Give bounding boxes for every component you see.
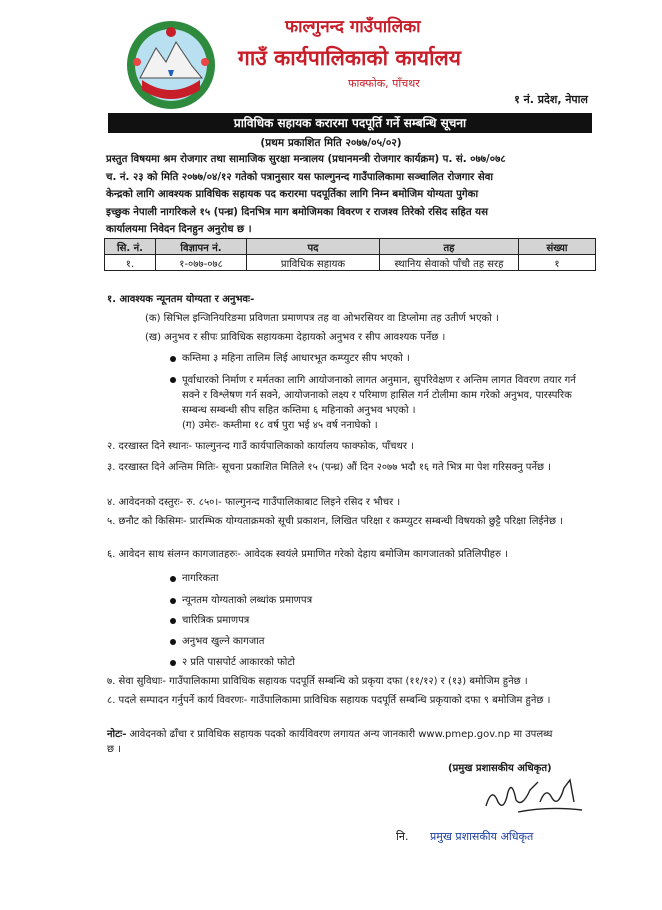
requirement-kha: (ख) अनुभव र सीपः प्राविधिक सहायकमा देहायको अनुभव र सीप आवश्यक पर्नेछ । [145, 332, 446, 343]
signatory-title-stamp: प्रमुख प्रशासकीय अधिकृत [430, 830, 534, 843]
section-5: ५. छनौट को किसिमः- प्रारम्भिक योग्यताक्रमको सूची प्रकाशन, लिखित परिक्षा र कम्प्युटर सम्बन्धी विषयको छुट्टै परिक्षा लिईनेछ । [107, 516, 563, 527]
municipality-name: फाल्गुनन्द गाउँपालिका [285, 17, 421, 37]
section-6: ६. आवेदन साथ संलग्न कागजातहरुः- आवेदक स्वयंले प्रमाणित गरेको देहाय बमोजिम कागजातको प्रतिलिपीहरु । [107, 549, 508, 560]
document-item: अनुभव खुल्ने कागजात [182, 636, 265, 647]
signatory-prefix: नि. [396, 830, 409, 843]
document-item: चारित्रिक प्रमाणपत्र [182, 615, 250, 626]
section-4: ४. आवेदनको दस्तुरः- रु. ८५०।- फाल्गुनन्द गाउँपालिकाबाट लिइने रसिद र भौचर । [107, 497, 401, 508]
column-header: संख्या [519, 239, 596, 255]
office-name: गाउँ कार्यपालिकाको कार्यालय [238, 46, 461, 70]
section-7: ७. सेवा सुविधाः- गाउँपालिकामा प्राविधिक सहायक पदपूर्ति सम्बन्धि को प्रकृया दफा (११/१२) र (१३) बमोजिम हुनेछ । [107, 676, 528, 687]
published-date: (प्रथम प्रकाशित मिति २०७७/०५/०२) [260, 137, 402, 149]
document-item: न्यूनतम योग्यताको लब्धांक प्रमाणपत्र [182, 595, 313, 606]
requirement-ka: (क) सिभिल इन्जिनियरिङमा प्रविणता प्रमाणपत्र तह वा ओभरसियर वा डिप्लोमा तह उतीर्ण भएको । [145, 313, 499, 324]
table-cell: प्राविधिक सहायक [247, 255, 380, 271]
signatory-title-top: (प्रमुख प्रशासकीय अधिकृत) [448, 763, 552, 774]
vacancy-table [104, 238, 596, 271]
section-3: ३. दरखास्त दिने अन्तिम मितिः- सूचना प्रकाशित मितिले १५ (पन्ध्र) औं दिन २०७७ भदौ १६ गते भित्र मा पेश गरिसक्नु पर्नेछ । [107, 462, 552, 473]
table-cell: स्थानिय सेवाको पाँचौ तह सरह [380, 255, 519, 271]
column-header: सि. नं. [105, 239, 156, 255]
notice-title: प्राविधिक सहायक करारमा पदपूर्ति गर्ने सम्बन्धि सूचना [108, 113, 592, 133]
column-header: विज्ञापन नं. [156, 239, 247, 255]
skill-bullet-2: पूर्वाधारको निर्माण र मर्मतका लागि आयोजनाको लागत अनुमान, सुपरिवेक्षण र अन्तिम लागत विवरण तयार गर्न सक्ने र विश्लेषण गर्न सक्ने, आयोजनाको लक्ष्य र परिमाण हासिल गर्न टोलीमा काम गरेको अनुभव, पारस्परिक सम्बन्ध सम्बन्धी सीप सहित कम्तिमा ६ महिनाको अनुभव भएको । [182, 373, 594, 418]
intro-line: इच्छुक नेपाली नागरिकले १५ (पन्ध्र) दिनभित्र माग बमोजिमका विवरण र राजश्व तिरेको रसिद सहित यस [106, 206, 488, 218]
table-header-row [105, 239, 596, 255]
skill-bullet-1: कम्तिमा ३ महिना तालिम लिई आधारभूत कम्प्युटर सीप भएको । [182, 353, 410, 364]
document-item: नागरिकता [182, 573, 219, 584]
section-1-heading: १. आवश्यक न्यूनतम योग्यता र अनुभवः- [107, 294, 255, 305]
intro-paragraph [106, 151, 596, 239]
office-address: फाक्फोक, पाँचथर [348, 77, 420, 90]
table-cell: १. [105, 255, 156, 271]
section-2: २. दरखास्त दिने स्थानः- फाल्गुनन्द गाउँ कार्यपालिकाको कार्यालय फाक्फोक, पाँचथर । [107, 441, 414, 452]
intro-line: प्रस्तुत विषयमा श्रम रोजगार तथा सामाजिक सुरक्षा मन्त्रालय (प्रधानमन्त्री रोजगार कार्यक्रम) प. सं. ०७७/०७८ [106, 154, 506, 165]
note-text: आवेदनको ढाँचा र प्राविधिक सहायक पदको कार्यविवरण लगायत अन्य जानकारी www.pmep.gov.np मा उपलब्ध छ । [107, 729, 553, 755]
nepal-emblem-logo [122, 18, 220, 112]
intro-line: च. नं. २३ को मिति २०७७/०४/१२ गतेको पत्रानुसार यस फाल्गुनन्द गाउँपालिकामा सञ्चालित रोजगार सेवा [106, 171, 494, 183]
table-cell: १-०७७-०७८ [156, 255, 247, 271]
handwritten-signature [478, 772, 588, 818]
intro-line: केन्द्रको लागि आवश्यक प्राविधिक सहायक पद करारमा पदपूर्तिका लागि निम्न बमोजिम योग्यता पुगेका [106, 189, 479, 200]
note [107, 727, 557, 757]
column-header: पद [247, 239, 380, 255]
document-item: २ प्रति पासपोर्ट आकारको फोटो [182, 657, 296, 668]
table-cell: १ [519, 255, 596, 271]
intro-line: कार्यालयमा निवेदन दिनहुन अनुरोध छ । [106, 224, 252, 235]
section-8: ८. पदले सम्पादन गर्नुपर्ने कार्य विवरणः- गाउँपालिकामा प्राविधिक सहायक पदपूर्ति सम्बन्धि प्रकृयाको दफा ९ बमोजिम हुनेछ । [107, 695, 551, 706]
note-label: नोटः- [107, 729, 127, 740]
province-name: १ नं. प्रदेश, नेपाल [514, 93, 588, 106]
table-row [105, 255, 596, 271]
column-header: तह [380, 239, 519, 255]
requirement-ga: (ग) उमेरः- कम्तीमा १८ वर्ष पुरा भई ४५ वर्ष ननाघेको । [182, 420, 378, 431]
